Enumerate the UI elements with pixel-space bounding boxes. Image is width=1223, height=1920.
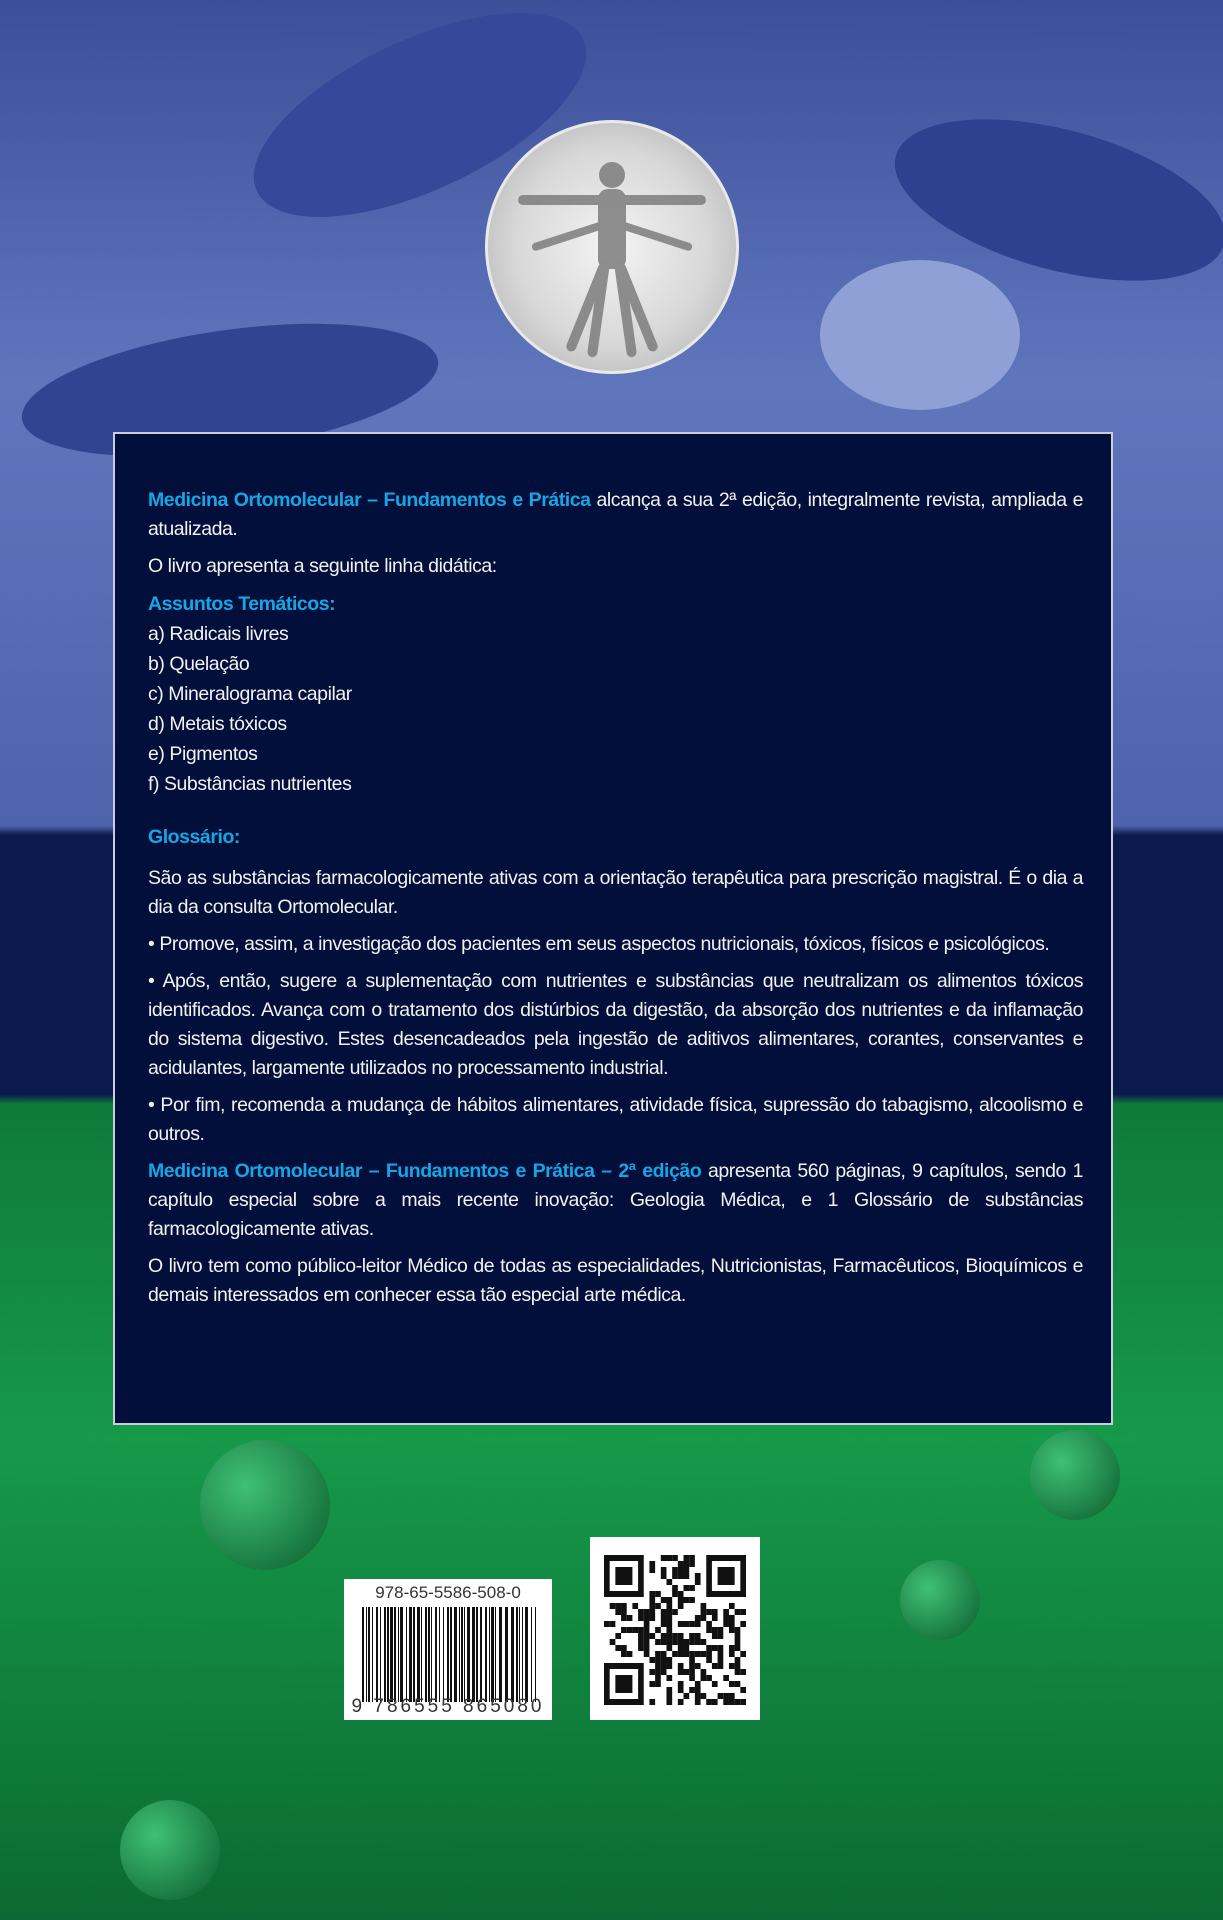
qr-module (644, 1639, 650, 1645)
barcode-bar (505, 1607, 508, 1702)
barcode-bar (443, 1607, 444, 1702)
qr-module (621, 1609, 627, 1615)
qr-module (695, 1699, 701, 1705)
qr-module (666, 1639, 672, 1645)
qr-module (644, 1645, 650, 1651)
qr-module (735, 1699, 741, 1705)
qr-module (729, 1681, 735, 1687)
qr-module (666, 1687, 672, 1693)
isbn-barcode (344, 1579, 552, 1720)
qr-module (621, 1651, 627, 1657)
barcode-bar (368, 1607, 370, 1702)
qr-module (672, 1609, 678, 1615)
qr-code-modules (604, 1555, 746, 1705)
qr-module (729, 1693, 735, 1699)
qr-module (627, 1615, 633, 1621)
qr-module (701, 1603, 707, 1609)
qr-module (610, 1621, 616, 1627)
qr-module (621, 1645, 627, 1651)
qr-module (684, 1573, 690, 1579)
qr-module (644, 1621, 650, 1627)
intro-paragraph (148, 486, 1083, 544)
qr-module (644, 1651, 650, 1657)
barcode-bar (398, 1607, 399, 1702)
qr-module (649, 1597, 655, 1603)
barcode-bar (380, 1607, 381, 1702)
qr-module (735, 1627, 741, 1633)
qr-module (666, 1699, 672, 1705)
qr-module (735, 1645, 741, 1651)
qr-module (649, 1681, 655, 1687)
qr-module (701, 1675, 707, 1681)
description-panel (113, 432, 1113, 1425)
qr-module (666, 1579, 672, 1585)
qr-module (723, 1615, 729, 1621)
qr-module (723, 1609, 729, 1615)
barcode-bar (362, 1607, 364, 1702)
qr-module (666, 1693, 672, 1699)
barcode-bar (467, 1607, 470, 1702)
qr-module (701, 1651, 707, 1657)
qr-module (655, 1639, 661, 1645)
qr-module (644, 1627, 650, 1633)
qr-module (729, 1645, 735, 1651)
qr-module (672, 1567, 678, 1573)
qr-module (615, 1603, 621, 1609)
qr-module (678, 1561, 684, 1567)
glossary-paragraph: São as substâncias farmacologicamente ativas com a orientação terapêutica para prescrição magistral. É o dia a dia da consulta Ortomolecular. (148, 867, 1083, 918)
barcode-bar (387, 1607, 389, 1702)
qr-module (661, 1663, 667, 1669)
qr-module (678, 1597, 684, 1603)
qr-module (718, 1651, 724, 1657)
qr-module (684, 1585, 690, 1591)
capsule-decoration (820, 260, 1020, 410)
qr-module (610, 1603, 616, 1609)
qr-module (672, 1555, 678, 1561)
isbn-text: 978-65-5586-508-0 (375, 1583, 521, 1602)
topic-item: b) Quelação (148, 653, 250, 675)
qr-module (661, 1567, 667, 1573)
qr-module (701, 1693, 707, 1699)
qr-module (666, 1555, 672, 1561)
qr-module (666, 1627, 672, 1633)
qr-module (695, 1693, 701, 1699)
qr-module (735, 1609, 741, 1615)
qr-module (729, 1615, 735, 1621)
qr-module (655, 1627, 661, 1633)
qr-module (621, 1603, 627, 1609)
qr-module (701, 1639, 707, 1645)
qr-module (661, 1651, 667, 1657)
qr-module (695, 1639, 701, 1645)
qr-module (666, 1603, 672, 1609)
qr-module (684, 1561, 690, 1567)
qr-module (632, 1603, 638, 1609)
barcode-bar (464, 1607, 465, 1702)
barcode-bar (491, 1607, 494, 1702)
qr-code[interactable] (590, 1537, 760, 1720)
qr-module (718, 1693, 724, 1699)
qr-module (672, 1651, 678, 1657)
book-title: Medicina Ortomolecular – Fundamentos e Prática (148, 489, 591, 511)
qr-module (632, 1627, 638, 1633)
qr-module (723, 1693, 729, 1699)
qr-module (644, 1615, 650, 1621)
qr-module (627, 1651, 633, 1657)
qr-module (684, 1621, 690, 1627)
qr-module (740, 1699, 746, 1705)
qr-module (695, 1621, 701, 1627)
qr-module (678, 1633, 684, 1639)
qr-module (729, 1699, 735, 1705)
barcode-bar (459, 1607, 460, 1702)
qr-module (684, 1645, 690, 1651)
qr-module (638, 1627, 644, 1633)
qr-module (706, 1627, 712, 1633)
glossary-paragraph: • Promove, assim, a investigação dos pacientes em seus aspectos nutricionais, tóxicos, físicos e psicológicos. (148, 933, 1050, 955)
qr-module (712, 1663, 718, 1669)
qr-module (740, 1621, 746, 1627)
qr-module (695, 1663, 701, 1669)
qr-module (712, 1633, 718, 1639)
summary-text: apresenta 560 páginas, 9 capítulos, sendo 1 capítulo especial sobre a mais recente inovação: Geologia Médica, e 1 Glossário de substâncias farmacologicamente ativas. (148, 1160, 1083, 1240)
qr-module (661, 1597, 667, 1603)
topic-item: c) Mineralograma capilar (148, 683, 352, 705)
summary-paragraph (148, 1157, 1083, 1244)
glossary-paragraph: • Por fim, recomenda a mudança de hábitos alimentares, atividade física, supressão do tabagismo, alcoolismo e outros. (148, 1094, 1083, 1145)
barcode-bar (366, 1607, 367, 1702)
qr-module (729, 1663, 735, 1669)
barcode-bar (454, 1607, 457, 1702)
qr-module (661, 1639, 667, 1645)
qr-module (649, 1615, 655, 1621)
qr-module (735, 1669, 741, 1675)
molecule-decoration (200, 1440, 330, 1570)
qr-module (615, 1633, 621, 1639)
qr-module (666, 1657, 672, 1663)
barcode-bar (489, 1607, 490, 1702)
barcode-bars (362, 1607, 538, 1702)
barcode-bar (384, 1607, 386, 1702)
qr-module (638, 1615, 644, 1621)
barcode-bar (511, 1607, 514, 1702)
qr-module (740, 1609, 746, 1615)
topic-item: d) Metais tóxicos (148, 713, 287, 735)
qr-module (655, 1663, 661, 1669)
qr-module (678, 1567, 684, 1573)
qr-module (638, 1633, 644, 1639)
barcode-bar (439, 1607, 440, 1702)
qr-module (672, 1573, 678, 1579)
qr-module (638, 1609, 644, 1615)
qr-module (621, 1627, 627, 1633)
qr-module (718, 1627, 724, 1633)
glossary-heading: Glossário: (148, 826, 240, 848)
qr-module (689, 1657, 695, 1663)
qr-module (666, 1675, 672, 1681)
qr-module (678, 1591, 684, 1597)
qr-module (689, 1555, 695, 1561)
intro-line: O livro apresenta a seguinte linha didática: (148, 555, 497, 577)
qr-module (666, 1615, 672, 1621)
qr-module (689, 1597, 695, 1603)
qr-module (712, 1627, 718, 1633)
topic-item: e) Pigmentos (148, 743, 258, 765)
barcode-bar (431, 1607, 432, 1702)
qr-module (695, 1615, 701, 1621)
qr-module (706, 1609, 712, 1615)
qr-module (689, 1663, 695, 1669)
qr-module (740, 1669, 746, 1675)
barcode-bar (376, 1607, 378, 1702)
qr-module (672, 1639, 678, 1645)
qr-module (689, 1651, 695, 1657)
qr-module (666, 1645, 672, 1651)
barcode-bar (522, 1607, 523, 1702)
qr-module (678, 1663, 684, 1669)
qr-module (689, 1639, 695, 1645)
barcode-bar (400, 1607, 403, 1702)
barcode-bar (421, 1607, 422, 1702)
qr-module (615, 1645, 621, 1651)
qr-module (661, 1657, 667, 1663)
qr-module (661, 1609, 667, 1615)
qr-module (689, 1585, 695, 1591)
barcode-bar (525, 1607, 528, 1702)
qr-module (672, 1633, 678, 1639)
topics-list (148, 589, 1083, 799)
qr-module (706, 1657, 712, 1663)
qr-module (684, 1567, 690, 1573)
qr-module (649, 1567, 655, 1573)
qr-module (701, 1669, 707, 1675)
qr-module (695, 1573, 701, 1579)
qr-module (621, 1615, 627, 1621)
qr-module (729, 1627, 735, 1633)
qr-module (712, 1645, 718, 1651)
qr-module (678, 1603, 684, 1609)
qr-module (718, 1645, 724, 1651)
qr-module (678, 1651, 684, 1657)
qr-module (666, 1597, 672, 1603)
qr-module (678, 1699, 684, 1705)
qr-module (644, 1633, 650, 1639)
barcode-bar (472, 1607, 475, 1702)
qr-module (649, 1561, 655, 1567)
qr-module (684, 1669, 690, 1675)
intro-text: alcança a sua 2ª edição, integralmente revista, ampliada e atualizada. (148, 489, 1083, 540)
vitruvian-man-emblem (485, 120, 739, 374)
qr-module (706, 1699, 712, 1705)
barcode-bar (476, 1607, 478, 1702)
qr-module (729, 1603, 735, 1609)
qr-module (695, 1687, 701, 1693)
qr-module (638, 1639, 644, 1645)
book-title-edition: Medicina Ortomolecular – Fundamentos e Prática – 2ª edição (148, 1160, 702, 1182)
qr-module (712, 1699, 718, 1705)
qr-module (729, 1651, 735, 1657)
qr-module (661, 1621, 667, 1627)
qr-module (649, 1657, 655, 1663)
qr-module (723, 1675, 729, 1681)
barcode-bar (531, 1607, 532, 1702)
qr-module (649, 1699, 655, 1705)
qr-module (649, 1591, 655, 1597)
qr-module (615, 1609, 621, 1615)
topic-item: f) Substâncias nutrientes (148, 773, 352, 795)
qr-module (678, 1621, 684, 1627)
barcode-bar (372, 1607, 373, 1702)
qr-module (695, 1651, 701, 1657)
molecule-decoration (120, 1800, 220, 1900)
barcode-bar (499, 1607, 502, 1702)
barcode-bar (390, 1607, 393, 1702)
qr-module (678, 1639, 684, 1645)
qr-module (666, 1621, 672, 1627)
qr-module (735, 1633, 741, 1639)
qr-module (655, 1591, 661, 1597)
qr-module (712, 1615, 718, 1621)
qr-module (689, 1669, 695, 1675)
qr-module (718, 1663, 724, 1669)
qr-module (678, 1573, 684, 1579)
qr-module (638, 1645, 644, 1651)
barcode-bar (461, 1607, 463, 1702)
barcode-bar (485, 1607, 487, 1702)
qr-module (723, 1621, 729, 1627)
qr-module (615, 1567, 632, 1585)
qr-module (735, 1657, 741, 1663)
qr-module (701, 1615, 707, 1621)
isbn-digits: 9 786555 865080 (351, 1696, 545, 1717)
qr-module (678, 1669, 684, 1675)
barcode-bar (409, 1607, 412, 1702)
qr-module (689, 1621, 695, 1627)
barcode-bar (435, 1607, 437, 1702)
qr-module (661, 1615, 667, 1621)
audience-paragraph: O livro tem como público-leitor Médico de todas as especialidades, Nutricionistas, Farmacêuticos, Bioquímicos e demais interessados em conhecer essa tão especial arte médica. (148, 1255, 1083, 1306)
barcode-bar (516, 1607, 518, 1702)
qr-module (627, 1627, 633, 1633)
qr-module (678, 1687, 684, 1693)
qr-module (649, 1609, 655, 1615)
qr-module (740, 1651, 746, 1657)
barcode-bar (495, 1607, 496, 1702)
qr-module (689, 1675, 695, 1681)
qr-module (735, 1663, 741, 1669)
qr-module (735, 1639, 741, 1645)
barcode-bar (413, 1607, 415, 1702)
barcode-bar (406, 1607, 407, 1702)
barcode-bar (417, 1607, 420, 1702)
qr-module (695, 1579, 701, 1585)
qr-module (684, 1639, 690, 1645)
qr-module (689, 1687, 695, 1693)
qr-module (672, 1591, 678, 1597)
qr-module (684, 1651, 690, 1657)
qr-module (706, 1645, 712, 1651)
barcode-bar (447, 1607, 449, 1702)
qr-module (740, 1687, 746, 1693)
barcode-bar (480, 1607, 482, 1702)
qr-module (655, 1669, 661, 1675)
qr-module (610, 1639, 616, 1645)
qr-module (684, 1693, 690, 1699)
qr-module (644, 1609, 650, 1615)
qr-module (655, 1657, 661, 1663)
qr-module (666, 1633, 672, 1639)
qr-module (661, 1669, 667, 1675)
qr-module (689, 1633, 695, 1639)
qr-module (723, 1699, 729, 1705)
qr-module (718, 1633, 724, 1639)
barcode-bar (519, 1607, 520, 1702)
barcode-bar (425, 1607, 427, 1702)
qr-module (678, 1681, 684, 1687)
glossary-paragraph: • Após, então, sugere a suplementação com nutrientes e substâncias que neutralizam os alimentos tóxicos identificados. Avança com o tratamento dos distúrbios da digestão, da absorção dos nutrientes e da inflamação do sistema digestivo. Estes desencadeados pela ingestão de aditivos alimentares, corantes, conservantes e acidulantes, largamente utilizados no processamento industrial. (148, 970, 1083, 1079)
qr-module (661, 1573, 667, 1579)
qr-module (672, 1585, 678, 1591)
qr-module (649, 1633, 655, 1639)
qr-module (695, 1633, 701, 1639)
barcode-bar (428, 1607, 430, 1702)
qr-module (661, 1633, 667, 1639)
qr-module (718, 1657, 724, 1663)
qr-module (655, 1681, 661, 1687)
qr-module (712, 1681, 718, 1687)
qr-module (735, 1681, 741, 1687)
qr-module (655, 1651, 661, 1657)
qr-module (684, 1597, 690, 1603)
qr-module (706, 1651, 712, 1657)
qr-module (689, 1561, 695, 1567)
barcode-bar (450, 1607, 452, 1702)
topics-heading: Assuntos Temáticos: (148, 593, 336, 615)
molecule-decoration (1030, 1430, 1120, 1520)
qr-module (649, 1603, 655, 1609)
qr-module (666, 1663, 672, 1669)
qr-module (701, 1609, 707, 1615)
molecule-decoration (900, 1560, 980, 1640)
qr-module (604, 1621, 610, 1627)
qr-module (678, 1645, 684, 1651)
qr-module (666, 1609, 672, 1615)
qr-module (661, 1555, 667, 1561)
qr-module (655, 1603, 661, 1609)
barcode-bar (535, 1607, 536, 1702)
barcode-bar (394, 1607, 396, 1702)
qr-module (655, 1675, 661, 1681)
topic-item: a) Radicais livres (148, 623, 289, 645)
qr-module (712, 1609, 718, 1615)
qr-module (718, 1567, 735, 1585)
qr-module (684, 1555, 690, 1561)
qr-module (615, 1675, 632, 1693)
qr-module (695, 1681, 701, 1687)
qr-module (649, 1669, 655, 1675)
qr-module (706, 1621, 712, 1627)
qr-module (706, 1675, 712, 1681)
qr-module (729, 1621, 735, 1627)
